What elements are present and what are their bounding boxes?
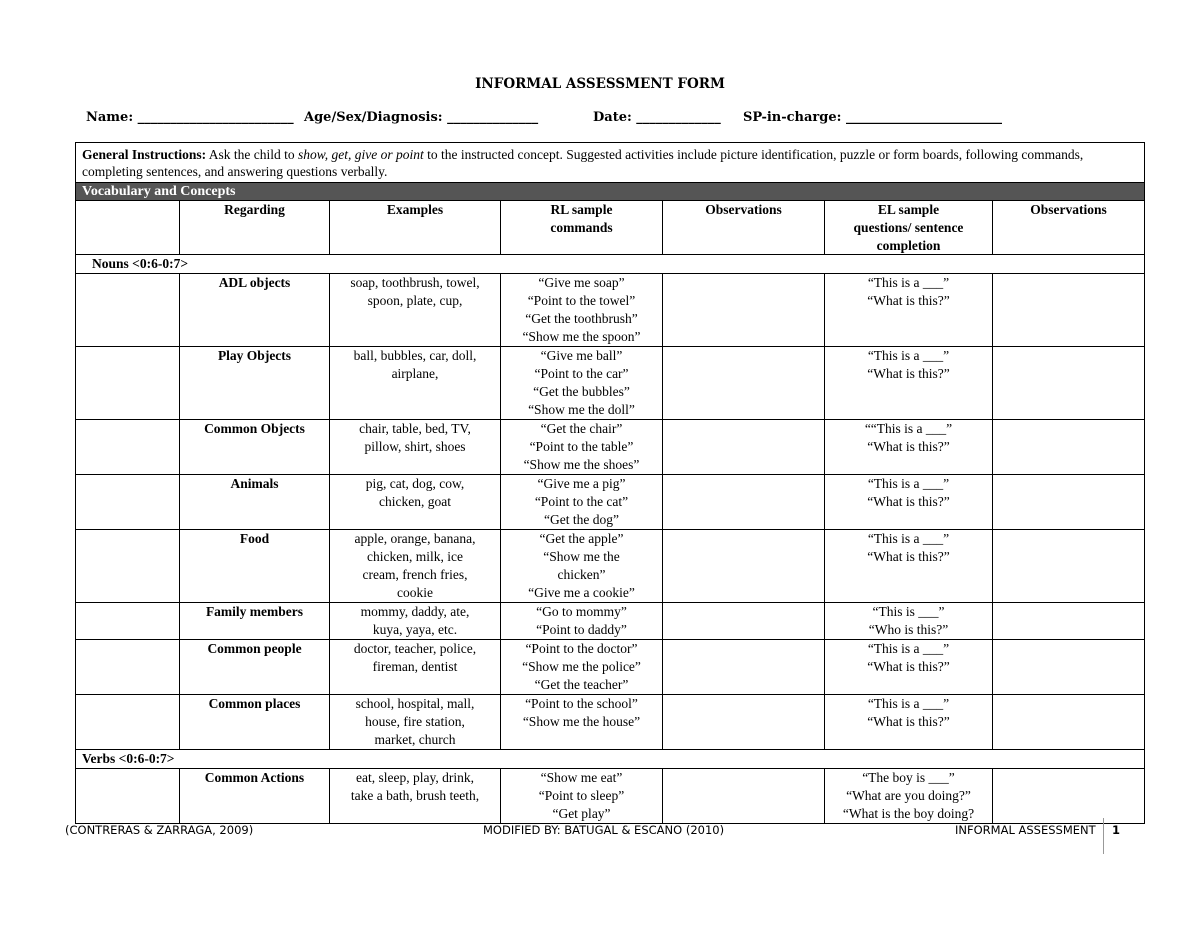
rl-command-line: “Show me eat” [540, 770, 623, 785]
example-line: apple, orange, banana, [354, 531, 476, 546]
rl-command-line: “Give me a cookie” [528, 585, 635, 600]
observations-cell[interactable] [662, 347, 824, 419]
rl-commands-cell [500, 475, 662, 529]
group-verbs: Verbs <0:6-0:7> [76, 749, 1144, 768]
examples-cell [329, 640, 500, 694]
table-row [76, 419, 1144, 474]
rl-command-line: “Point to the doctor” [525, 641, 638, 656]
examples-cell [329, 420, 500, 474]
instructions-row [76, 143, 1144, 182]
el-question-line: “This is a ___” [867, 696, 950, 711]
rl-command-line: “Point to the towel” [527, 293, 636, 308]
example-line: take a bath, brush teeth, [350, 788, 480, 803]
el-question-line: “This is a ___” [867, 476, 950, 491]
observations-cell[interactable] [662, 420, 824, 474]
rl-command-line: “Point to sleep” [538, 788, 625, 803]
example-line: pig, cat, dog, cow, [365, 476, 465, 491]
example-line: fireman, dentist [372, 659, 458, 674]
row-blank-cell[interactable] [76, 347, 179, 419]
example-line: market, church [374, 732, 456, 747]
noun-rows [76, 273, 1144, 749]
observations-cell[interactable] [662, 274, 824, 346]
regarding-label: Food [239, 531, 270, 546]
el-questions-cell [824, 769, 992, 823]
example-line: soap, toothbrush, towel, [350, 275, 480, 290]
regarding-label: ADL objects [218, 275, 291, 290]
rl-commands-cell [500, 603, 662, 639]
rl-command-line: “Point to the table” [529, 439, 634, 454]
regarding-cell [179, 274, 329, 346]
regarding-cell [179, 603, 329, 639]
age-sex-diagnosis-field[interactable]: Age/Sex/Diagnosis: ______________ [304, 110, 539, 125]
table-row [76, 694, 1144, 749]
rl-command-line: “Get the teacher” [534, 677, 629, 692]
header-fields [86, 110, 1126, 130]
el-questions-cell [824, 274, 992, 346]
el-question-line: “This is ___” [872, 604, 945, 619]
sp-in-charge-field[interactable]: SP-in-charge: ________________________ [743, 110, 1002, 125]
header-regarding: Regarding [179, 201, 329, 254]
header-el-sample [824, 201, 992, 254]
rl-command-line: “Get the chair” [540, 421, 623, 436]
header-rl-line1: RL sample [550, 202, 613, 217]
observations-cell[interactable] [992, 603, 1144, 639]
rl-commands-cell [500, 347, 662, 419]
el-questions-cell [824, 475, 992, 529]
examples-cell [329, 603, 500, 639]
el-question-line: “What is this?” [867, 714, 950, 729]
row-blank-cell[interactable] [76, 769, 179, 823]
el-question-line: ““This is a ___” [864, 421, 953, 436]
header-el-line1: EL sample [877, 202, 940, 217]
rl-commands-cell [500, 530, 662, 602]
page-title: INFORMAL ASSESSMENT FORM [475, 76, 725, 92]
header-blank [76, 201, 179, 254]
table-row [76, 346, 1144, 419]
examples-cell [329, 695, 500, 749]
example-line: mommy, daddy, ate, [360, 604, 470, 619]
el-question-line: “This is a ___” [867, 531, 950, 546]
example-line: kuya, yaya, etc. [372, 622, 458, 637]
example-line: chair, table, bed, TV, [359, 421, 471, 436]
regarding-cell [179, 530, 329, 602]
table-row [76, 529, 1144, 602]
regarding-cell [179, 640, 329, 694]
footer-divider [1103, 818, 1104, 854]
observations-cell[interactable] [662, 603, 824, 639]
observations-cell[interactable] [662, 640, 824, 694]
regarding-label: Common Objects [204, 421, 305, 436]
rl-command-line: “Give me a pig” [537, 476, 626, 491]
section-header: Vocabulary and Concepts [76, 182, 1144, 200]
rl-command-line: “Point to the car” [534, 366, 629, 381]
el-question-line: “The boy is ___” [862, 770, 955, 785]
examples-cell [329, 769, 500, 823]
header-rl-sample [500, 201, 662, 254]
el-questions-cell [824, 347, 992, 419]
row-blank-cell[interactable] [76, 475, 179, 529]
observations-cell[interactable] [992, 530, 1144, 602]
observations-cell[interactable] [992, 769, 1144, 823]
rl-commands-cell [500, 640, 662, 694]
regarding-label: Common places [208, 696, 301, 711]
examples-cell [329, 347, 500, 419]
table-row [76, 273, 1144, 346]
el-question-line: “What are you doing?” [846, 788, 971, 803]
observations-cell[interactable] [992, 274, 1144, 346]
rl-commands-cell [500, 769, 662, 823]
header-rl-line2: commands [550, 220, 613, 235]
observations-cell[interactable] [992, 475, 1144, 529]
regarding-cell [179, 347, 329, 419]
assessment-table [75, 142, 1145, 824]
observations-cell[interactable] [662, 530, 824, 602]
row-blank-cell[interactable] [76, 274, 179, 346]
el-questions-cell [824, 420, 992, 474]
examples-cell [329, 475, 500, 529]
rl-commands-cell [500, 695, 662, 749]
observations-cell[interactable] [662, 695, 824, 749]
rl-command-line: “Show me the doll” [528, 402, 635, 417]
examples-cell [329, 530, 500, 602]
el-question-line: “What is this?” [867, 659, 950, 674]
date-field[interactable]: Date: _____________ [593, 110, 721, 125]
rl-command-line: “Get the dog” [544, 512, 619, 527]
example-line: school, hospital, mall, [355, 696, 475, 711]
example-line: chicken, milk, ice [367, 549, 463, 564]
rl-commands-cell [500, 420, 662, 474]
rl-commands-cell [500, 274, 662, 346]
observations-cell[interactable] [992, 695, 1144, 749]
el-question-line: “What is this?” [867, 366, 950, 381]
table-row [76, 474, 1144, 529]
verb-rows [76, 768, 1144, 823]
rl-command-line: “Point to daddy” [536, 622, 627, 637]
regarding-cell [179, 769, 329, 823]
el-question-line: “What is this?” [867, 439, 950, 454]
el-question-line: “This is a ___” [867, 641, 950, 656]
footer-left: (CONTRERAS & ZARRAGA, 2009) [65, 823, 254, 837]
rl-command-line: “Show me the police” [522, 659, 641, 674]
instructions-text-1: Ask the child to [206, 147, 298, 162]
el-question-line: “This is a ___” [867, 348, 950, 363]
table-row [76, 639, 1144, 694]
header-el-line3: completion [876, 238, 941, 253]
regarding-cell [179, 420, 329, 474]
table-row [76, 768, 1144, 823]
rl-command-line: “Give me ball” [540, 348, 623, 363]
example-line: doctor, teacher, police, [353, 641, 477, 656]
instructions-text-2: to the instructed concept. Suggested activities include picture identification, puzzle or form boards, following commands, completing sentences, and answering questions verbally. [82, 147, 1084, 179]
regarding-label: Play Objects [217, 348, 292, 363]
regarding-label: Common Actions [204, 770, 305, 785]
rl-command-line: “Show me the spoon” [522, 329, 641, 344]
observations-cell[interactable] [992, 640, 1144, 694]
examples-cell [329, 274, 500, 346]
footer-center: MODIFIED BY: BATUGAL & ESCANO (2010) [483, 823, 725, 837]
rl-command-line: “Get the apple” [539, 531, 624, 546]
regarding-cell [179, 695, 329, 749]
page-number: 1 [1112, 823, 1121, 837]
el-question-line: “What is this?” [867, 293, 950, 308]
el-question-line: “This is a ___” [867, 275, 950, 290]
regarding-label: Family members [205, 604, 304, 619]
observations-cell[interactable] [992, 347, 1144, 419]
footer-right: INFORMAL ASSESSMENT [955, 823, 1096, 837]
header-observations-1: Observations [662, 201, 824, 254]
observations-cell[interactable] [662, 475, 824, 529]
example-line: airplane, [391, 366, 439, 381]
table-row [76, 602, 1144, 639]
rl-command-line: “Give me soap” [538, 275, 625, 290]
instructions-lead: General Instructions: [82, 147, 207, 162]
el-question-line: “Who is this?” [868, 622, 949, 637]
instructions-verbs: show, get, give or point [298, 147, 424, 162]
rl-command-line: “Show me the house” [522, 714, 641, 729]
group-nouns: Nouns <0:6-0:7> [76, 254, 1144, 273]
observations-cell[interactable] [662, 769, 824, 823]
header-observations-2: Observations [992, 201, 1144, 254]
rl-command-line: “Get play” [552, 806, 611, 821]
el-questions-cell [824, 603, 992, 639]
name-field[interactable]: Name: ________________________ [86, 110, 294, 125]
header-el-line2: questions/ sentence [853, 220, 964, 235]
example-line: eat, sleep, play, drink, [356, 770, 474, 785]
row-blank-cell[interactable] [76, 530, 179, 602]
regarding-label: Common people [207, 641, 302, 656]
example-line: pillow, shirt, shoes [364, 439, 466, 454]
rl-command-line: “Show me the [543, 549, 620, 564]
el-questions-cell [824, 640, 992, 694]
footer [0, 823, 1200, 853]
rl-command-line: “Get the bubbles” [533, 384, 630, 399]
example-line: ball, bubbles, car, doll, [353, 348, 477, 363]
column-headers [76, 200, 1144, 254]
example-line: cookie [397, 585, 433, 600]
row-blank-cell[interactable] [76, 420, 179, 474]
rl-command-line: “Get the toothbrush” [525, 311, 638, 326]
example-line: chicken, goat [379, 494, 451, 509]
rl-command-line: chicken” [557, 567, 606, 582]
row-blank-cell[interactable] [76, 640, 179, 694]
rl-command-line: “Show me the shoes” [523, 457, 640, 472]
header-examples: Examples [329, 201, 500, 254]
row-blank-cell[interactable] [76, 603, 179, 639]
example-line: house, fire station, [365, 714, 465, 729]
regarding-label: Animals [230, 476, 279, 491]
observations-cell[interactable] [992, 420, 1144, 474]
rl-command-line: “Point to the school” [525, 696, 638, 711]
el-questions-cell [824, 695, 992, 749]
example-line: spoon, plate, cup, [367, 293, 463, 308]
el-question-line: “What is this?” [867, 549, 950, 564]
el-question-line: “What is this?” [867, 494, 950, 509]
el-question-line: “What is the boy doing? [842, 806, 975, 821]
regarding-cell [179, 475, 329, 529]
example-line: cream, french fries, [362, 567, 468, 582]
row-blank-cell[interactable] [76, 695, 179, 749]
rl-command-line: “Point to the cat” [534, 494, 629, 509]
el-questions-cell [824, 530, 992, 602]
general-instructions [76, 143, 1144, 182]
rl-command-line: “Go to mommy” [536, 604, 627, 619]
